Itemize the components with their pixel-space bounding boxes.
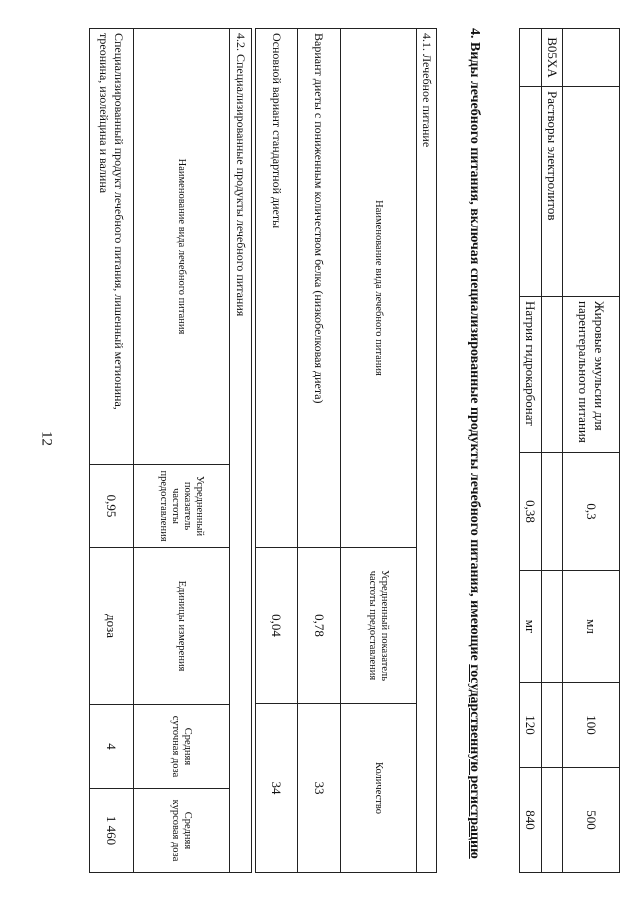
drug-name-cell: Жировые эмульсии для парентерального питания <box>563 297 620 453</box>
unit-cell: мл <box>563 571 620 683</box>
group-cell <box>563 87 620 297</box>
column-header-unit: Единицы измерения <box>134 548 230 705</box>
section-heading <box>466 28 483 872</box>
drug-name-cell: Натрия гидрокарбонат <box>520 297 542 453</box>
diet-table <box>255 28 437 873</box>
table-row <box>256 29 298 873</box>
unit-cell: мг <box>520 571 542 683</box>
column-header-frequency: Усредненный показатель частоты предоставления <box>134 465 230 548</box>
atc-code-cell <box>563 29 620 87</box>
table-row <box>520 29 542 873</box>
frequency-cell: 0,38 <box>520 453 542 571</box>
table-row <box>90 29 134 873</box>
quantity-cell: 34 <box>256 704 298 873</box>
column-header-daily-dose: Средняя суточная доза <box>134 705 230 789</box>
drug-name-cell <box>542 297 563 453</box>
product-name-cell: Специализированный продукт лечебного питания, лишенный метионина, треонина, изолейцина и валина <box>90 29 134 465</box>
table-row <box>298 29 341 873</box>
diet-name-cell: Вариант диеты с пониженным количеством белка (низкобелковая диета) <box>298 29 341 548</box>
frequency-cell <box>542 453 563 571</box>
column-header-name: Наименование вида лечебного питания <box>341 29 417 548</box>
section-heading-tail: государственную регистрацию <box>467 664 482 859</box>
atc-code-cell: B05XA <box>542 29 563 87</box>
daily-dose-cell: 4 <box>90 705 134 789</box>
column-header-name: Наименование вида лечебного питания <box>134 29 230 465</box>
table-caption: 4.1. Лечебное питание <box>417 29 437 873</box>
frequency-cell: 0,95 <box>90 465 134 548</box>
frequency-cell: 0,3 <box>563 453 620 571</box>
course-dose-cell: 840 <box>520 768 542 873</box>
group-cell: Растворы электролитов <box>542 87 563 297</box>
course-dose-cell: 1 460 <box>90 789 134 873</box>
special-products-table <box>89 28 252 873</box>
diet-name-cell: Основной вариант стандартной диеты <box>256 29 298 548</box>
atc-code-cell <box>520 29 542 87</box>
section-heading-lead: 4. Виды лечебного питания, включая специализированные продукты лечебного питания, имеющие <box>467 28 482 661</box>
frequency-cell: 0,04 <box>256 548 298 704</box>
daily-dose-cell <box>542 683 563 768</box>
column-header-quantity: Количество <box>341 704 417 873</box>
drug-table <box>519 28 620 873</box>
course-dose-cell <box>542 768 563 873</box>
daily-dose-cell: 120 <box>520 683 542 768</box>
daily-dose-cell: 100 <box>563 683 620 768</box>
group-cell <box>520 87 542 297</box>
rotated-sheet <box>40 28 620 872</box>
table-header-row <box>341 29 417 873</box>
table-header-row <box>134 29 230 873</box>
page-number: 12 <box>38 431 55 446</box>
table-row <box>542 29 563 873</box>
table-row <box>563 29 620 873</box>
unit-cell <box>542 571 563 683</box>
course-dose-cell: 500 <box>563 768 620 873</box>
table-caption: 4.2. Специализированные продукты лечебного питания <box>230 29 252 873</box>
frequency-cell: 0,78 <box>298 548 341 704</box>
unit-cell: доза <box>90 548 134 705</box>
column-header-frequency: Усредненный показатель частоты предоставления <box>341 548 417 704</box>
column-header-course-dose: Средняя курсовая доза <box>134 789 230 873</box>
quantity-cell: 33 <box>298 704 341 873</box>
